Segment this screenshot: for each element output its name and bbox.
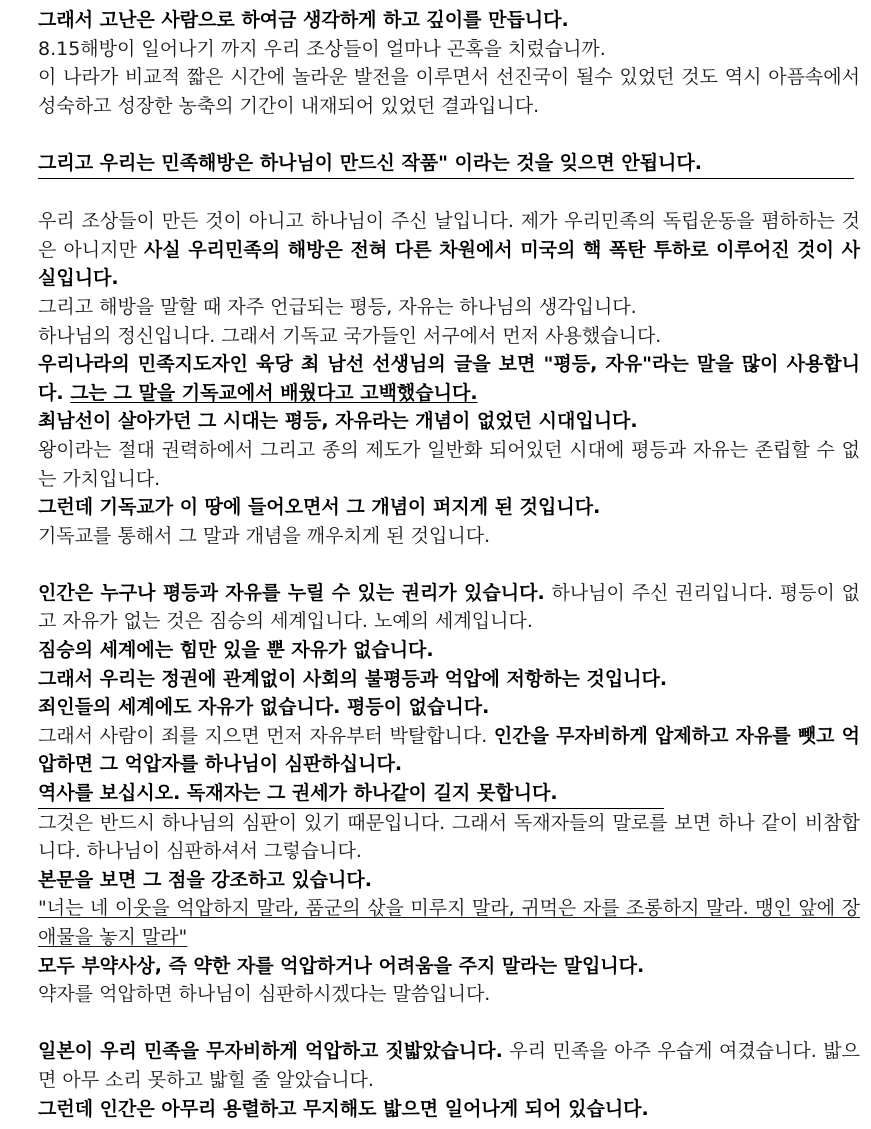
- paragraph-liberation-question: 8.15해방이 일어나기 까지 우리 조상들이 얼마나 곤혹을 치렀습니까.: [38, 37, 606, 60]
- section-heading: 그리고 우리는 민족해방은 하나님이 만드신 작품" 이라는 것을 잊으면 안됩니다.: [38, 149, 854, 179]
- paragraph-absolute-power: 왕이라는 절대 권력하에서 그리고 종의 제도가 일반화 되어있던 시대에 평등과 자유는 존립할 수 없는 가치입니다.: [38, 438, 860, 490]
- paragraph-equality-freedom: 그리고 해방을 말할 때 자주 언급되는 평등, 자유는 하나님의 생각입니다.: [38, 295, 637, 318]
- text-normal: 그래서 사람이 죄를 지으면 먼저 자유부터 박탈합니다.: [38, 724, 494, 747]
- text-bold-underline: 그는 그 말을 기독교에서 배웠다고 고백했습니다.: [70, 381, 478, 404]
- text-bold: 우리나라의 민족지도자인 육당 최 남선 선생님의 글을 보면 "평등, 자유"라는 말을 많이 사용합니다.: [38, 353, 860, 404]
- paragraph-rise-up: 그런데 인간은 아무리 용렬하고 무지해도 밟으면 일어나게 되어 있습니다.: [38, 1097, 649, 1120]
- text-bold: 일본이 우리 민족을 무자비하게 억압하고 짓밟았습니다.: [38, 1040, 503, 1063]
- paragraph-development: 이 나라가 비교적 짧은 시간에 놀라운 발전을 이루면서 선진국이 될수 있었던 것도 역시 아픔속에서 성숙하고 성장한 농축의 기간이 내재되어 있었던 결과입니다.: [38, 66, 860, 117]
- paragraph-weak-protection: 모두 부약사상, 즉 약한 자를 억압하거나 어려움을 주지 말라는 말입니다.: [38, 954, 645, 977]
- paragraph-gift-day: [38, 207, 860, 293]
- document-page: [38, 6, 860, 1123]
- paragraph-christianity-spread: 그런데 기독교가 이 땅에 들어오면서 그 개념이 퍼지게 된 것입니다.: [38, 496, 601, 519]
- paragraph-dictators: 역사를 보십시오. 독재자는 그 권세가 하나같이 길지 못합니다.: [38, 779, 664, 809]
- blank-line: [38, 550, 860, 579]
- paragraph-miserable-end: 그것은 반드시 하나님의 심판이 있기 때문입니다. 그래서 독재자들의 말로를 보면 하나 같이 비참합니다. 하나님이 심판하셔서 그렇습니다.: [38, 811, 860, 863]
- paragraph-emphasis: 본문을 보면 그 점을 강조하고 있습니다.: [38, 868, 372, 891]
- paragraph-awakening: 기독교를 통해서 그 말과 개념을 깨우치게 된 것입니다.: [38, 524, 491, 547]
- text-bold: 인간은 누구나 평등과 자유를 누릴 수 있는 권리가 있습니다.: [38, 581, 545, 604]
- paragraph-sinners-world: 죄인들의 세계에도 자유가 없습니다. 평등이 없습니다.: [38, 696, 490, 719]
- text-bold: 사실 우리민족의 해방은 전혀 다른 차원에서 미국의 핵 폭탄 투하로 이루어진 것이 사실입니다.: [38, 238, 860, 290]
- text-bold: 인간을 무자비하게 압제하고 자유를 뺏고 억압하면 그 억압자를 하나님이 심판하십니다.: [38, 724, 861, 776]
- paragraph-rights: [38, 579, 860, 636]
- text-normal: 우리 민족을 아주 우습게 여겼습니다. 밟으면 아무 소리 못하고 밟힐 줄 알았습니다.: [38, 1040, 860, 1091]
- paragraph-opening-bold: 그래서 고난은 사람으로 하여금 생각하게 하고 깊이를 만듭니다.: [38, 9, 569, 31]
- paragraph-resistance: 그래서 우리는 정권에 관계없이 사회의 불평등과 억압에 저항하는 것입니다.: [38, 667, 668, 690]
- blank-line: [38, 179, 860, 208]
- blank-line: [38, 120, 860, 149]
- text-normal: 하나님이 주신 권리입니다. 평등이 없고 자유가 없는 것은 짐승의 세계입니다. 노예의 세계입니다.: [38, 581, 860, 633]
- paragraph-choi-namseon: [38, 350, 860, 407]
- paragraph-judgement: [38, 722, 860, 779]
- paragraph-god-judges: 약자를 억압하면 하나님이 심판하시겠다는 말씀입니다.: [38, 983, 491, 1006]
- paragraph-era: 최남선이 살아가던 그 시대는 평등, 자유라는 개념이 없었던 시대입니다.: [38, 410, 638, 433]
- paragraph-japan: [38, 1037, 860, 1094]
- text-normal: 우리 조상들이 만든 것이 아니고 하나님이 주신 날입니다. 제가 우리민족의 독립운동을 폄하하는 것은 아니지만: [38, 210, 860, 261]
- paragraph-spirit: 하나님의 정신입니다. 그래서 기독교 국가들인 서구에서 먼저 사용했습니다.: [38, 324, 662, 347]
- scripture-quote: "너는 네 이웃을 억압하지 말라, 품군의 삯을 미루지 말라, 귀먹은 자를 조롱하지 말라. 맹인 앞에 장애물을 놓지 말라": [38, 897, 860, 948]
- blank-line: [38, 1009, 860, 1038]
- paragraph-beast-world: 짐승의 세계에는 힘만 있을 뿐 자유가 없습니다.: [38, 639, 434, 662]
